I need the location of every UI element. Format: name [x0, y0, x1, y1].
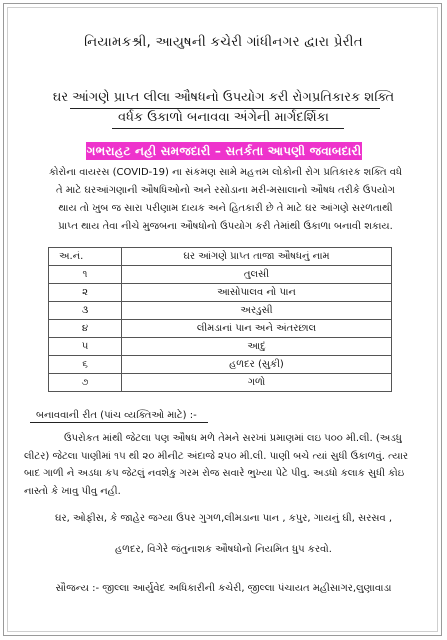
serial-cell: ૨ — [49, 284, 122, 302]
serial-cell: ૧ — [49, 266, 122, 284]
herb-cell: આદું — [122, 338, 392, 356]
title-underline-1 — [70, 108, 380, 109]
table-row — [49, 356, 392, 374]
intro-line: થાય તો ખુબ જ સારા પરીણામ દાયક અને હિતકારી છે તે માટે ઘર આંગણે સરળતાથી — [58, 203, 393, 214]
table-row — [49, 338, 392, 356]
intro-paragraph — [28, 164, 423, 236]
title-underline-2 — [112, 128, 344, 129]
method-heading-underline — [30, 422, 208, 423]
intro-line: પ્રાપ્ત થાય તેવા નીચે મુજબના ઔષધોનો ઉપયોગ કરી તેમાંથી ઉકાળા બનાવી શકાય. — [58, 221, 393, 232]
table-header-row — [49, 248, 392, 266]
herb-cell: હળદર (સુકી) — [122, 356, 392, 374]
serial-cell: ૫ — [49, 338, 122, 356]
table-row — [49, 374, 392, 392]
herbs-table — [48, 247, 392, 392]
table-row — [49, 320, 392, 338]
herb-cell: લીમડાનાં પાન અને અંતરછાલ — [122, 320, 392, 338]
table-row — [49, 266, 392, 284]
fumigation-advice-line-1: ઘર, ઓફીસ, કે જાહેર જગ્યા ઉપર ગુગળ,લીમડાના પાન , કપુર, ગાયનું ઘી, સરસવ , — [54, 513, 393, 524]
slogan-banner: ગભરાહટ નહી સમજદારી – સતર્કતા આપણી જવાબદારી — [86, 144, 362, 158]
method-heading: બનાવવાની રીત (પાંચ વ્યક્તિઓ માટે) :- — [36, 410, 197, 421]
serial-cell: ૩ — [49, 302, 122, 320]
intro-line: તે માટે ઘરઆંગણાની ઔષધિઓનો અને રસોડાના મરી-મસાલાનો ઔષધ તરીકે ઉપયોગ — [56, 185, 395, 196]
serial-cell: ૪ — [49, 320, 122, 338]
title-line-2: વર્ધક ઉકાળો બનાવવા અંગેની માર્ગદર્શિકા — [118, 110, 329, 125]
courtesy-footer: સૌજન્ય :- જીલ્લા આર્યુવેદ અધિકારીની કચેરી, જીલ્લા પંચાયત મહીસાગર,લુણાવાડા — [55, 583, 392, 594]
title-line-1: ઘર આંગણે પ્રાપ્ત લીલા ઔષધનો ઉપયોગ કરી રોગપ્રતિકારક શક્તિ — [52, 90, 395, 105]
herb-cell: ગળો — [122, 374, 392, 392]
column-header-serial: અ.નં. — [49, 248, 122, 266]
table-row — [49, 302, 392, 320]
method-paragraph: ઉપરોકત માંથી જેટલા પણ ઔષધ મળે તેમને સરખાં પ્રમાણમાં લઇ ૫૦૦ મી.લી. (અડધુ લીટર) જેટલા પાણીમાં ૧૫ થી ૨૦ મીનીટ અંદાજે ૨૫૦ મી.લી. પાણી બચે ત્યાં સુધી ઉકાળવું. ત્યાર બાદ ગાળી ને અડધા કપ જેટલું નવશેકુ ગરમ રોજ સવારે ભુખ્યા પેટે પીવુ. અડધો કલાક સુધી કોઇ નાસ્તો કે ખાવુ પીવુ નહી. — [24, 433, 409, 497]
herb-cell: આસોપાલવ નો પાન — [122, 284, 392, 302]
herb-cell: તુલસી — [122, 266, 392, 284]
herb-cell: અરડુસી — [122, 302, 392, 320]
intro-line: કોરોના વાયરસ (COVID-19) ના સંકમણ સામે મહત્તમ લોકોની રોગ પ્રતિકારક શક્તિ વધે — [48, 167, 402, 178]
serial-cell: ૭ — [49, 374, 122, 392]
issuer-heading: નિયામકશ્રી, આયુષની કચેરી ગાંધીનગર દ્વારા પ્રેરીત — [84, 34, 363, 50]
table-row — [49, 284, 392, 302]
column-header-herb-name: ઘર આંગણે પ્રાપ્ત તાજા ઔષધનું નામ — [122, 248, 392, 266]
serial-cell: ૬ — [49, 356, 122, 374]
fumigation-advice-line-2: હળદર, વિગેરે જંતુનાશક ઔષધોનો નિયમિત ધુપ કરવો. — [115, 544, 332, 555]
